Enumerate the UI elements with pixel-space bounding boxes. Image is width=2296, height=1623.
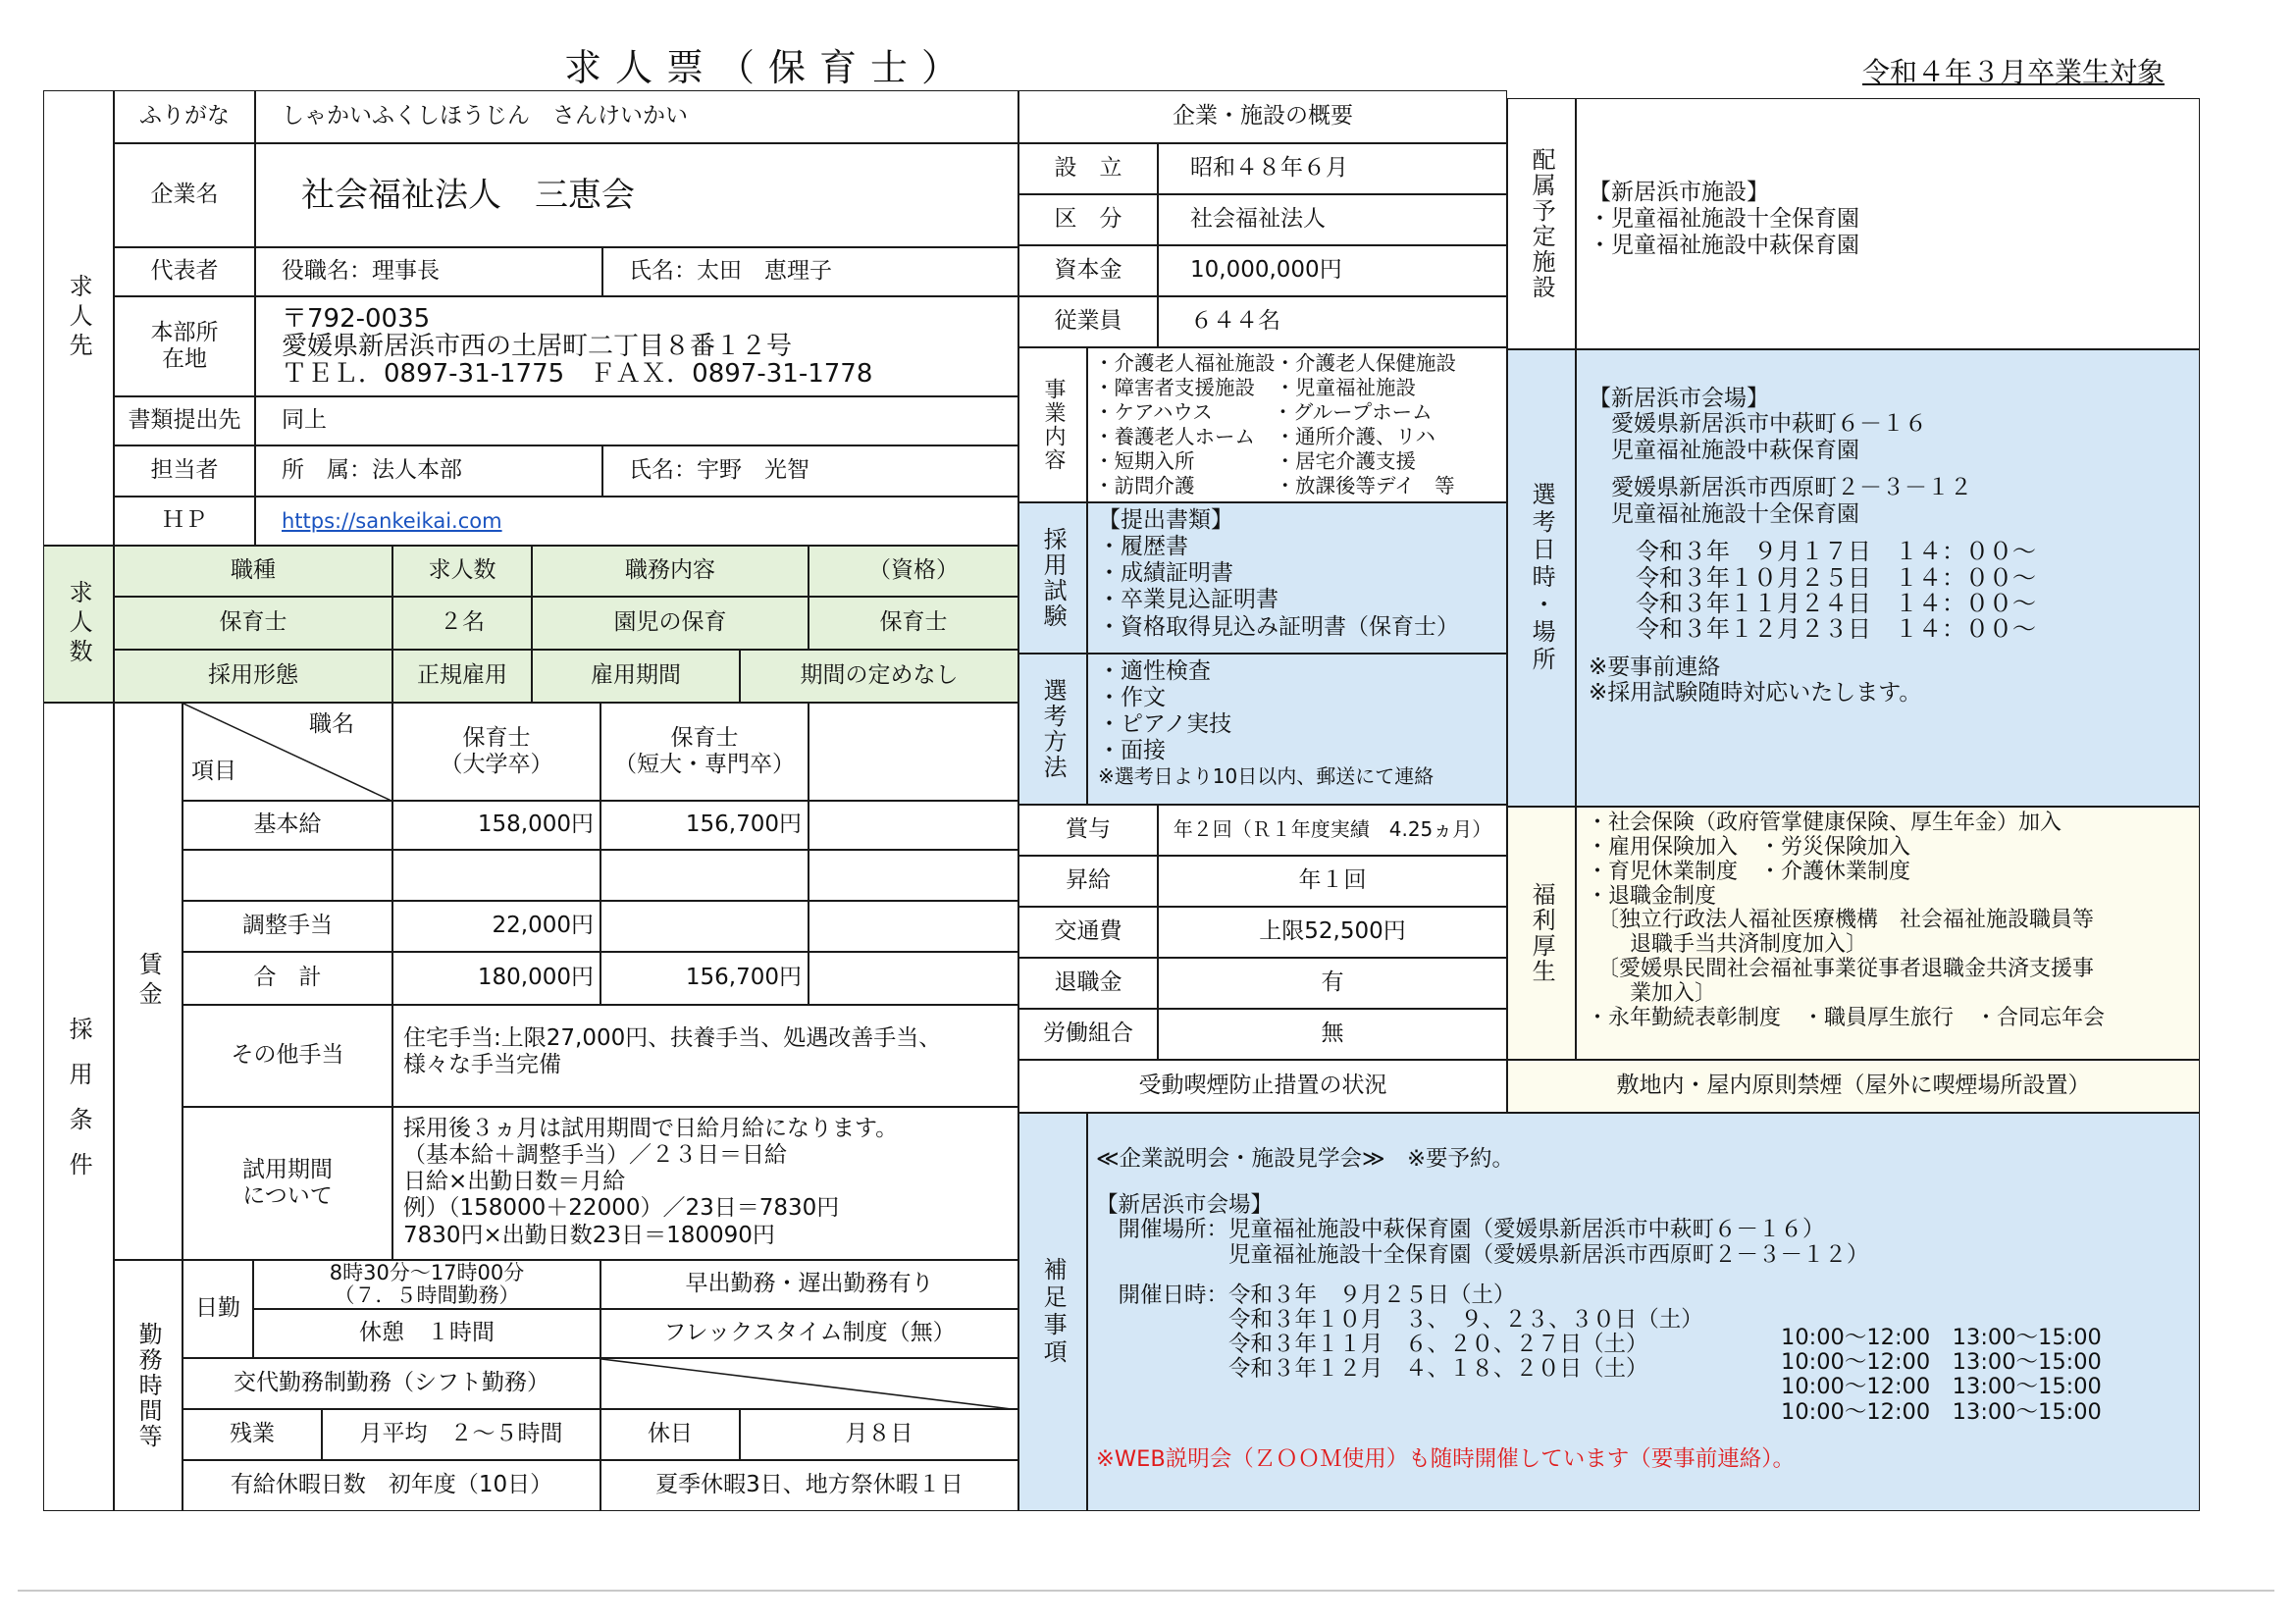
early-late-shift: 早出勤務・遅出勤務有り [600,1260,1018,1309]
base-pay-junior: 156,700円 [600,801,809,850]
adjust-allowance-junior [600,901,809,952]
wage-corner-cell [183,703,392,801]
contact-label: 担当者 [114,445,255,497]
corp-type-value: 社会福祉法人 [1158,194,1507,245]
notes-label: 補足事項 [1018,1113,1087,1511]
blank-row-c1 [392,850,600,901]
established-value: 昭和４８年６月 [1158,143,1507,194]
capital-value: 10,000,000円 [1158,245,1507,296]
overtime-value: 月平均 ２～５時間 [322,1409,600,1460]
raise-value: 年１回 [1158,856,1507,907]
bonus-label: 賞与 [1018,805,1158,856]
submission-docs: 【提出書類】 ・履歴書 ・成績証明書 ・卒業見込証明書 ・資格取得見込み証明書（保育士） [1087,502,1507,654]
qual-value: 保育士 [809,597,1018,650]
raise-label: 昇給 [1018,856,1158,907]
notes-body: ≪企業説明会・施設見学会≫ ※要予約。 【新居浜市会場】 開催場所：児童福祉施設中萩保育園（愛媛県新居浜市中萩町６－１６） 児童福祉施設十全保育園（愛媛県新居浜市西原町２－３－１２） 開催日時：令和３年 ９月２５日（土） 令和３年１０月 ３、 ９、２３、３０日（土） 令和３年１１月 ６、２０、２７日（土） 令和３年１２月 ４、１８、２０日（土） 10:00～12:00 13:00～15:00 10:00～12:00 13:00～15:00 10:00～12:00 13:00～15:00 10:00～12:00 13:00～15:00 ※WEB説明会（ＺＯＯＭ使用）も随時開催しています（要事前連絡）。 [1087,1113,2200,1511]
target-graduates: 令和４年３月卒業生対象 [1862,56,2166,88]
session-time: 10:00～12:00 13:00～15:00 [1781,1398,2102,1425]
count-section-label: 求人数 [43,546,114,703]
placement-list: 【新居浜市施設】 ・児童福祉施設十全保育園 ・児童福祉施設中萩保育園 [1576,98,2200,349]
wage-col2-header: 保育士 （短大・専門卒） [600,703,809,801]
smoking-label: 受動喫煙防止措置の状況 [1018,1060,1507,1113]
qual-header: （資格） [809,546,1018,597]
contact-dept: 所 属：法人本部 [255,445,602,497]
rep-label: 代表者 [114,247,255,296]
bonus-value: 年２回（Ｒ１年度実績 4.25ヵ月） [1158,805,1507,856]
overtime-label: 残業 [183,1409,322,1460]
page-bottom-rule [18,1590,2274,1592]
base-pay-empty [809,801,1018,850]
holiday-value: 月８日 [740,1409,1018,1460]
hp-label: ＨＰ [114,497,255,546]
company-label: 企業名 [114,143,255,247]
exam-section-label: 採用試験 [1018,502,1087,654]
schedule-details: 【新居浜市会場】 愛媛県新居浜市中萩町６－１６ 児童福祉施設中萩保育園 愛媛県新居浜市西原町２－３－１２ 児童福祉施設十全保育園 令和３年 ９月１７日 １４：００～ 令和３年１０月２５日 １４：００～ 令和３年１１月２４日 １４：００～ 令和３年１２月２３日 １４：００～ ※要事前連絡 ※採用試験随時対応いたします。 [1576,349,2200,807]
blank-row-label [183,850,392,901]
schedule-label: 選考日時・場所 [1507,349,1576,807]
employ-value: 正規雇用 [392,650,532,703]
web-session-note: ※WEB説明会（ＺＯＯＭ使用）も随時開催しています（要事前連絡）。 [1096,1446,1796,1472]
day-shift-time: 8時30分～17時00分 （７．５時間勤務） [253,1260,600,1309]
overview-title: 企業・施設の概要 [1018,90,1507,143]
established-label: 設 立 [1018,143,1158,194]
holiday-label: 休日 [600,1409,740,1460]
employees-value: ６４４名 [1158,296,1507,347]
duty-header: 職務内容 [532,546,809,597]
furigana-value: しゃかいふくしほうじん さんけいかい [255,90,1018,143]
other-allowance-label: その他手当 [183,1005,392,1107]
submit-value: 同上 [255,396,1018,445]
contact-name: 氏名：宇野 光智 [602,445,1018,497]
adjust-allowance-college: 22,000円 [392,901,600,952]
submit-label: 書類提出先 [114,396,255,445]
base-pay-college: 158,000円 [392,801,600,850]
summer-leave: 夏季休暇3日、地方祭休暇１日 [600,1460,1018,1511]
total-college: 180,000円 [392,952,600,1005]
transport-value: 上限52,500円 [1158,907,1507,958]
rep-title: 役職名：理事長 [255,247,602,296]
recruiter-section-label: 求人先 [43,90,114,546]
count-header: 求人数 [392,546,532,597]
hours-section-label: 勤務時間等 [114,1260,183,1511]
session-time: 10:00～12:00 13:00～15:00 [1781,1349,2102,1376]
trial-period-label: 試用期間 について [183,1107,392,1260]
placement-label: 配属予定施設 [1507,98,1576,349]
wage-col1-header: 保育士 （大学卒） [392,703,600,801]
flex-time: フレックスタイム制度（無） [600,1309,1018,1358]
period-value: 期間の定めなし [740,650,1018,703]
smoking-value: 敷地内・屋内原則禁煙（屋外に喫煙場所設置） [1507,1060,2200,1113]
company-name: 社会福祉法人 三恵会 [255,143,1018,247]
blank-row-c3 [809,850,1018,901]
page-title: 求人票（保育士） [564,46,973,89]
business-label: 事業内容 [1018,347,1087,502]
trial-period-text: 採用後３ヵ月は試用期間で日給月給になります。 （基本給＋調整手当）／２３日＝日給 日給×出勤日数＝月給 例）（158000＋22000）／23日＝7830円 7830円×出勤日数23日＝180090円 [392,1107,1018,1260]
employ-label: 採用形態 [114,650,392,703]
session-time: 10:00～12:00 13:00～15:00 [1781,1374,2102,1400]
wage-col3-header [809,703,1018,801]
business-list: ・介護老人福祉施設・介護老人保健施設 ・障害者支援施設 ・児童福祉施設 ・ケアハウス ・グループホーム ・養護老人ホーム ・通所介護、リハ ・短期入所 ・居宅介護支援 ・訪問介護 ・放課後等デイ 等 [1087,347,1507,502]
rep-name: 氏名：太田 恵理子 [602,247,1018,296]
break-time: 休憩 １時間 [253,1309,600,1358]
shift-work-empty [600,1358,1018,1409]
employees-label: 従業員 [1018,296,1158,347]
base-pay-label: 基本給 [183,801,392,850]
welfare-label: 福利厚生 [1507,807,1576,1060]
welfare-list: ・社会保険（政府管掌健康保険、厚生年金）加入 ・雇用保険加入 ・労災保険加入 ・育児休業制度 ・介護休業制度 ・退職金制度 〔独立行政法人福祉医療機構 社会福祉施設職員等 退職手当共済制度加入〕 〔愛媛県民間社会福祉事業従事者退職金共済支援事 業加入〕 ・永年勤続表彰制度 ・職員厚生旅行 ・合同忘年会 [1576,807,2200,1060]
day-shift-label: 日勤 [183,1260,253,1358]
wage-section-label: 賃金 [114,703,183,1260]
selection-methods: ・適性検査 ・作文 ・ピアノ実技 ・面接 ※選考日より10日以内、郵送にて連絡 [1087,654,1507,805]
hq-address: 〒792-0035 愛媛県新居浜市西の土居町二丁目８番１２号 ＴＥＬ．0897-31-1775 ＦＡＸ．0897-31-1778 [255,296,1018,396]
hp-link[interactable]: https://sankeikai.com [255,497,1018,546]
capital-label: 資本金 [1018,245,1158,296]
corp-type-label: 区 分 [1018,194,1158,245]
total-label: 合 計 [183,952,392,1005]
adjust-allowance-label: 調整手当 [183,901,392,952]
shift-work: 交代勤務制勤務（シフト勤務） [183,1358,600,1409]
corner-top-label: 職名 [309,711,354,737]
session-time: 10:00～12:00 13:00～15:00 [1781,1325,2102,1350]
period-label: 雇用期間 [532,650,740,703]
other-allowance-text: 住宅手当:上限27,000円、扶養手当、処遇改善手当、 様々な手当完備 [392,1005,1018,1107]
paid-leave: 有給休暇日数 初年度（10日） [183,1460,600,1511]
position-header: 職種 [114,546,392,597]
transport-label: 交通費 [1018,907,1158,958]
total-empty [809,952,1018,1005]
retirement-label: 退職金 [1018,958,1158,1009]
selection-method-label: 選考方法 [1018,654,1087,805]
union-label: 労働組合 [1018,1009,1158,1060]
adjust-allowance-empty [809,901,1018,952]
conditions-section-label: 採用条件 [43,703,114,1511]
total-junior: 156,700円 [600,952,809,1005]
position-value: 保育士 [114,597,392,650]
blank-row-c2 [600,850,809,901]
corner-bottom-label: 項目 [191,759,236,784]
union-value: 無 [1158,1009,1507,1060]
duty-value: 園児の保育 [532,597,809,650]
count-value: ２名 [392,597,532,650]
hq-label: 本部所在地 [114,296,255,396]
retirement-value: 有 [1158,958,1507,1009]
furigana-label: ふりがな [114,90,255,143]
